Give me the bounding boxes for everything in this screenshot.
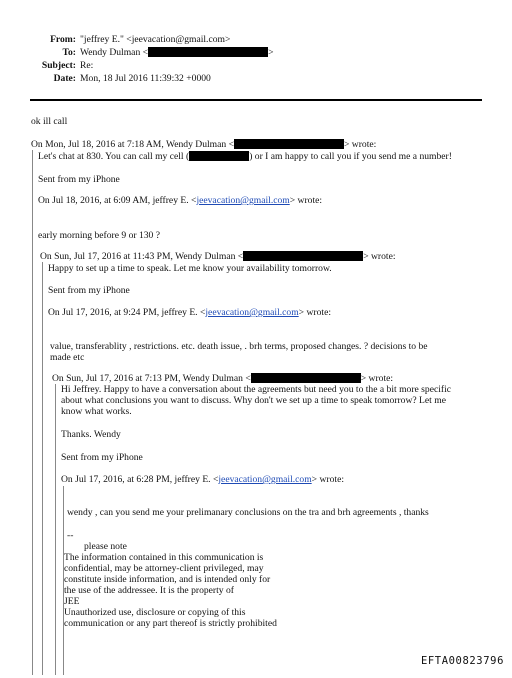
quoted-message-3: Happy to set up a time to speak. Let me know your availability tomorrow. (48, 263, 332, 274)
quoted-message-5-line-3: know what works. (61, 406, 132, 417)
quoted-message-6: wendy , can you send me your prelimanary conclusions on the tra and brh agreements , thanks (67, 507, 429, 518)
header-divider (30, 99, 482, 101)
disclaimer-line-1: The information contained in this communication is (64, 552, 264, 563)
date-row (0, 73, 512, 85)
quoted-message-5-line-1: Hi Jeffrey. Happy to have a conversation about the agreements but need you to the a bit more specific (61, 384, 452, 395)
signature-dashes: -- (67, 530, 74, 541)
from-label: From: (50, 34, 76, 45)
from-row (0, 34, 512, 46)
attribution-text: On Mon, Jul 18, 2016 at 7:18 AM, Wendy Dulman < (31, 139, 234, 150)
quoted-message-1 (38, 151, 452, 163)
attribution-text: > wrote: (289, 195, 323, 206)
to-suffix: > (268, 47, 274, 58)
disclaimer-line-6: Unauthorized use, disclosure or copying of this (64, 607, 246, 618)
attribution-text: > wrote: (311, 474, 344, 485)
sign-off: Thanks. Wendy (61, 429, 121, 440)
attribution-text: > wrote: (344, 139, 377, 150)
subject-label: Subject: (41, 60, 76, 71)
signature-line-2: Sent from my iPhone (48, 285, 130, 296)
quoted-message-4-line-1: value, transferablity , restrictions. etc. death issue, . brh terms, proposed changes. ? decisions to be (50, 341, 428, 352)
quoted-message-2: early morning before 9 or 130 ? (38, 230, 161, 241)
attribution-text: On Sun, Jul 17, 2016 at 7:13 PM, Wendy Dulman < (52, 373, 251, 384)
email-link[interactable]: jeevacation@gmail.com (218, 474, 312, 485)
email-link[interactable]: jeevacation@gmail.com (196, 195, 290, 206)
quote-bar-1 (32, 150, 33, 675)
to-prefix: Wendy Dulman < (80, 47, 149, 58)
to-value (80, 47, 273, 59)
redaction-box (148, 47, 268, 57)
attribution-text: On Sun, Jul 17, 2016 at 11:43 PM, Wendy Dulman < (40, 251, 244, 262)
disclaimer-line-7: communication or any part thereof is strictly prohibited (64, 618, 277, 629)
signature-line-1: Sent from my iPhone (38, 174, 120, 185)
redaction-box (251, 373, 361, 383)
attribution-text: On Jul 17, 2016, at 9:24 PM, jeffrey E. < (48, 307, 206, 318)
quote-bar-2 (42, 262, 43, 675)
email-link[interactable]: jeevacation@gmail.com (205, 307, 299, 318)
attribution-text: On Jul 18, 2016, at 6:09 AM, jeffrey E. < (38, 195, 197, 206)
attribution-text: On Jul 17, 2016, at 6:28 PM, jeffrey E. < (61, 474, 219, 485)
disclaimer-line-3: constitute inside information, and is intended only for (64, 574, 271, 585)
attribution-text: > wrote: (363, 251, 396, 262)
quote-attribution-4 (48, 307, 331, 319)
to-row (0, 47, 512, 59)
attribution-text: > wrote: (298, 307, 331, 318)
redaction-box (234, 139, 344, 149)
disclaimer-line-2: confidential, may be attorney-client privileged, may (64, 563, 264, 574)
subject-value: Re: (80, 60, 94, 71)
signature-line-3: Sent from my iPhone (61, 452, 143, 463)
disclaimer-line-5: JEE (64, 596, 80, 607)
document-id: EFTA00823796 (420, 654, 504, 667)
message-text: Let's chat at 830. You can call my cell ( (38, 151, 190, 162)
date-label: Date: (53, 73, 76, 84)
to-label: To: (62, 47, 76, 58)
quote-bar-3 (55, 384, 56, 675)
from-value: "jeffrey E." <jeevacation@gmail.com> (80, 34, 231, 45)
redaction-box (189, 151, 249, 161)
quote-attribution-6 (61, 474, 344, 486)
disclaimer-line-4: the use of the addressee. It is the property of (64, 585, 234, 596)
quote-attribution-1 (31, 139, 376, 151)
quote-attribution-3 (40, 251, 396, 263)
subject-row (0, 60, 512, 72)
please-note: please note (84, 541, 127, 552)
message-text: ) or I am happy to call you if you send me a number! (249, 151, 452, 162)
quote-attribution-2 (38, 195, 322, 207)
redaction-box (243, 251, 363, 261)
quoted-message-4-line-2: made etc (50, 352, 85, 363)
attribution-text: > wrote: (360, 373, 394, 384)
quoted-message-5-line-2: about what conclusions you want to discuss. Why don't we set up a time to speak tomorrow? Let me (61, 395, 446, 406)
reply-text: ok ill call (31, 116, 68, 127)
date-value: Mon, 18 Jul 2016 11:39:32 +0000 (80, 73, 211, 84)
